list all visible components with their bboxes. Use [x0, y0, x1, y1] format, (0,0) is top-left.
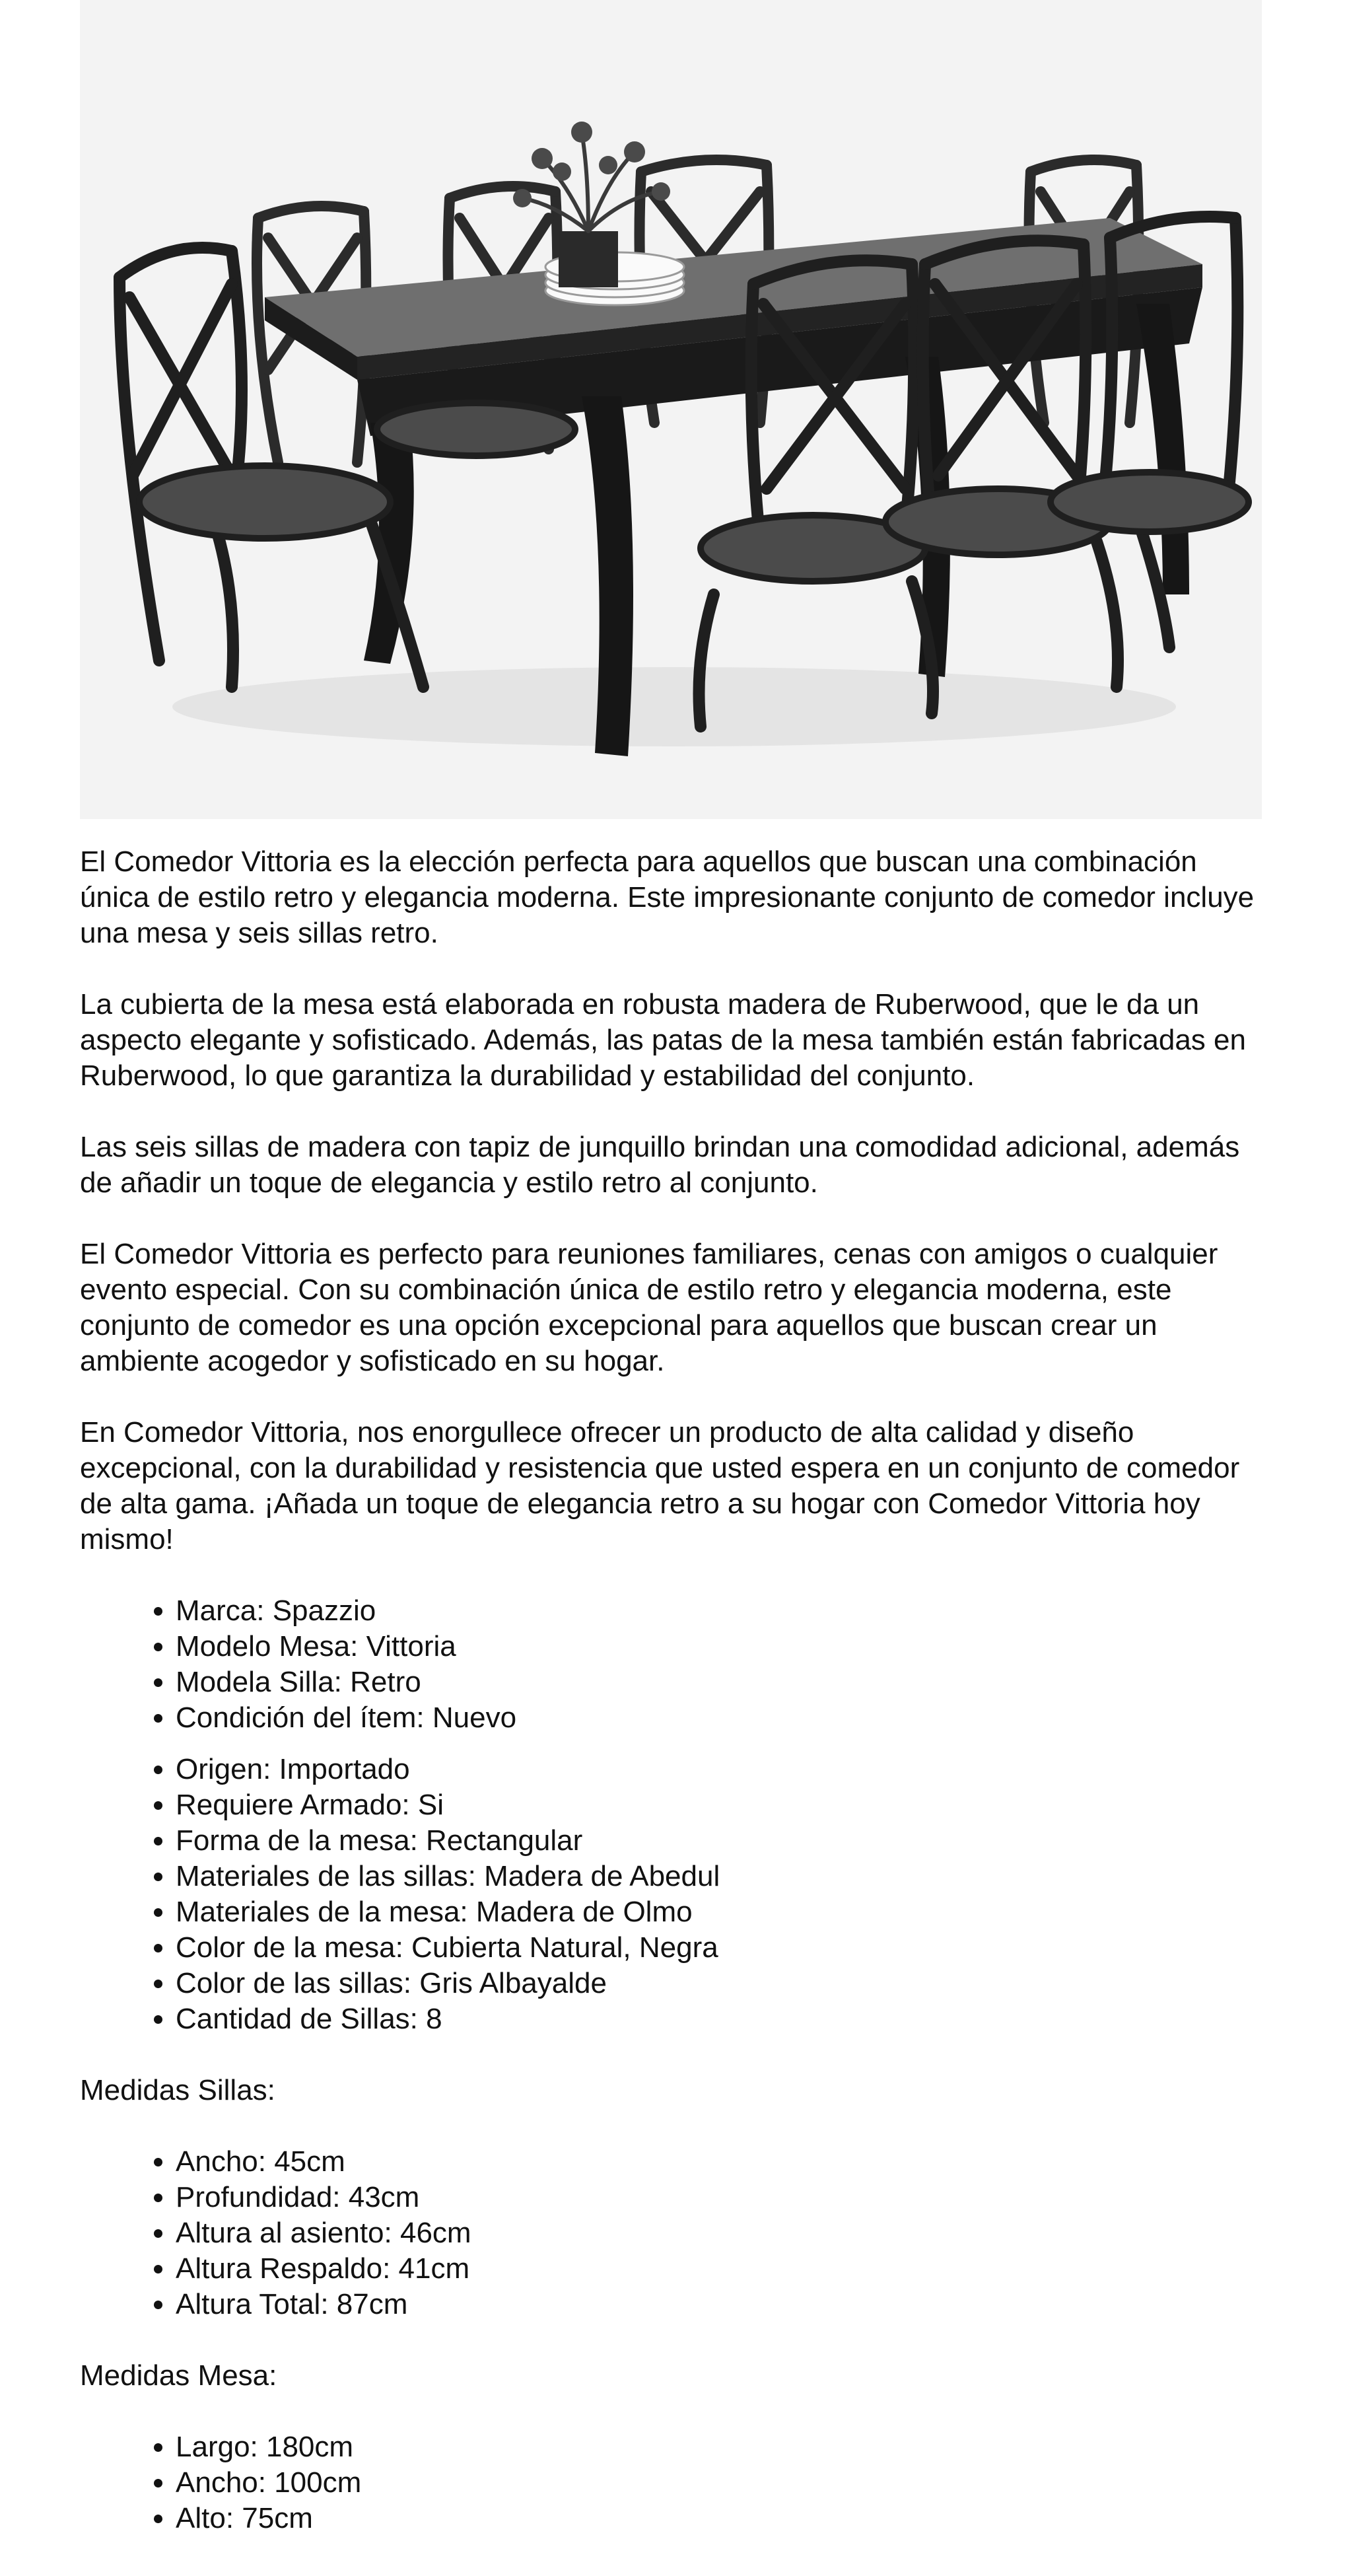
list-item: • Materiales de la mesa: Madera de Olmo	[176, 1894, 1262, 1930]
list-item: • Marca: Spazzio	[176, 1593, 1262, 1629]
list-item: • Forma de la mesa: Rectangular	[176, 1823, 1262, 1859]
product-image	[80, 0, 1262, 819]
spec-list-primary	[80, 1593, 1262, 1736]
product-description	[80, 0, 1262, 2536]
list-item: • Color de las sillas: Gris Albayalde	[176, 1966, 1262, 2001]
list-item: • Altura al asiento: 46cm	[176, 2215, 1262, 2251]
dining-set-illustration	[80, 0, 1262, 819]
list-item: • Cantidad de Sillas: 8	[176, 2001, 1262, 2037]
chair-dimensions-list	[80, 2144, 1262, 2322]
spec-list-secondary	[80, 1752, 1262, 2037]
materials-paragraph: La cubierta de la mesa está elaborada en robusta madera de Ruberwood, que le da un aspecto elegante y sofisticado. Además, las patas de la mesa también están fabricadas en Ruberwood, lo que garantiza la durabilidad y estabilidad del conjunto.	[80, 988, 1246, 1092]
list-item: • Ancho: 100cm	[176, 2465, 1262, 2501]
occasions-paragraph: El Comedor Vittoria es perfecto para reuniones familiares, cenas con amigos o cualquier evento especial. Con su combinación única de estilo retro y elegancia moderna, este conjunto de comedor es una opción excepcional para aquellos que buscan crear un ambiente acogedor y sofisticado en su hogar.	[80, 1238, 1218, 1377]
intro-paragraph: El Comedor Vittoria es la elección perfecta para aquellos que buscan una combinación única de estilo retro y elegancia moderna. Este impresionante conjunto de comedor incluye una mesa y seis sillas retro.	[80, 845, 1255, 949]
list-item: • Altura Total: 87cm	[176, 2287, 1262, 2322]
chairs-paragraph: Las seis sillas de madera con tapiz de junquillo brindan una comodidad adicional, además de añadir un toque de elegancia y estilo retro al conjunto.	[80, 1131, 1240, 1199]
chair-dimensions-heading: Medidas Sillas:	[80, 2074, 275, 2106]
list-item: • Condición del ítem: Nuevo	[176, 1700, 1262, 1736]
list-item: • Color de la mesa: Cubierta Natural, Negra	[176, 1930, 1262, 1966]
table-dimensions-list	[80, 2429, 1262, 2536]
list-item: • Modela Silla: Retro	[176, 1664, 1262, 1700]
list-item: • Profundidad: 43cm	[176, 2180, 1262, 2215]
list-item: • Requiere Armado: Si	[176, 1787, 1262, 1823]
table-dimensions-heading: Medidas Mesa:	[80, 2359, 277, 2392]
list-item: • Ancho: 45cm	[176, 2144, 1262, 2180]
list-item: • Largo: 180cm	[176, 2429, 1262, 2465]
list-item: • Origen: Importado	[176, 1752, 1262, 1787]
description-text	[80, 844, 1262, 2536]
list-item: • Materiales de las sillas: Madera de Abedul	[176, 1859, 1262, 1894]
quality-paragraph: En Comedor Vittoria, nos enorgullece ofrecer un producto de alta calidad y diseño excepcional, con la durabilidad y resistencia que usted espera en un conjunto de comedor de alta gama. ¡Añada un toque de elegancia retro a su hogar con Comedor Vittoria hoy mismo!	[80, 1416, 1240, 1556]
list-item: • Alto: 75cm	[176, 2501, 1262, 2536]
list-item: • Modelo Mesa: Vittoria	[176, 1629, 1262, 1664]
list-item: • Altura Respaldo: 41cm	[176, 2251, 1262, 2287]
